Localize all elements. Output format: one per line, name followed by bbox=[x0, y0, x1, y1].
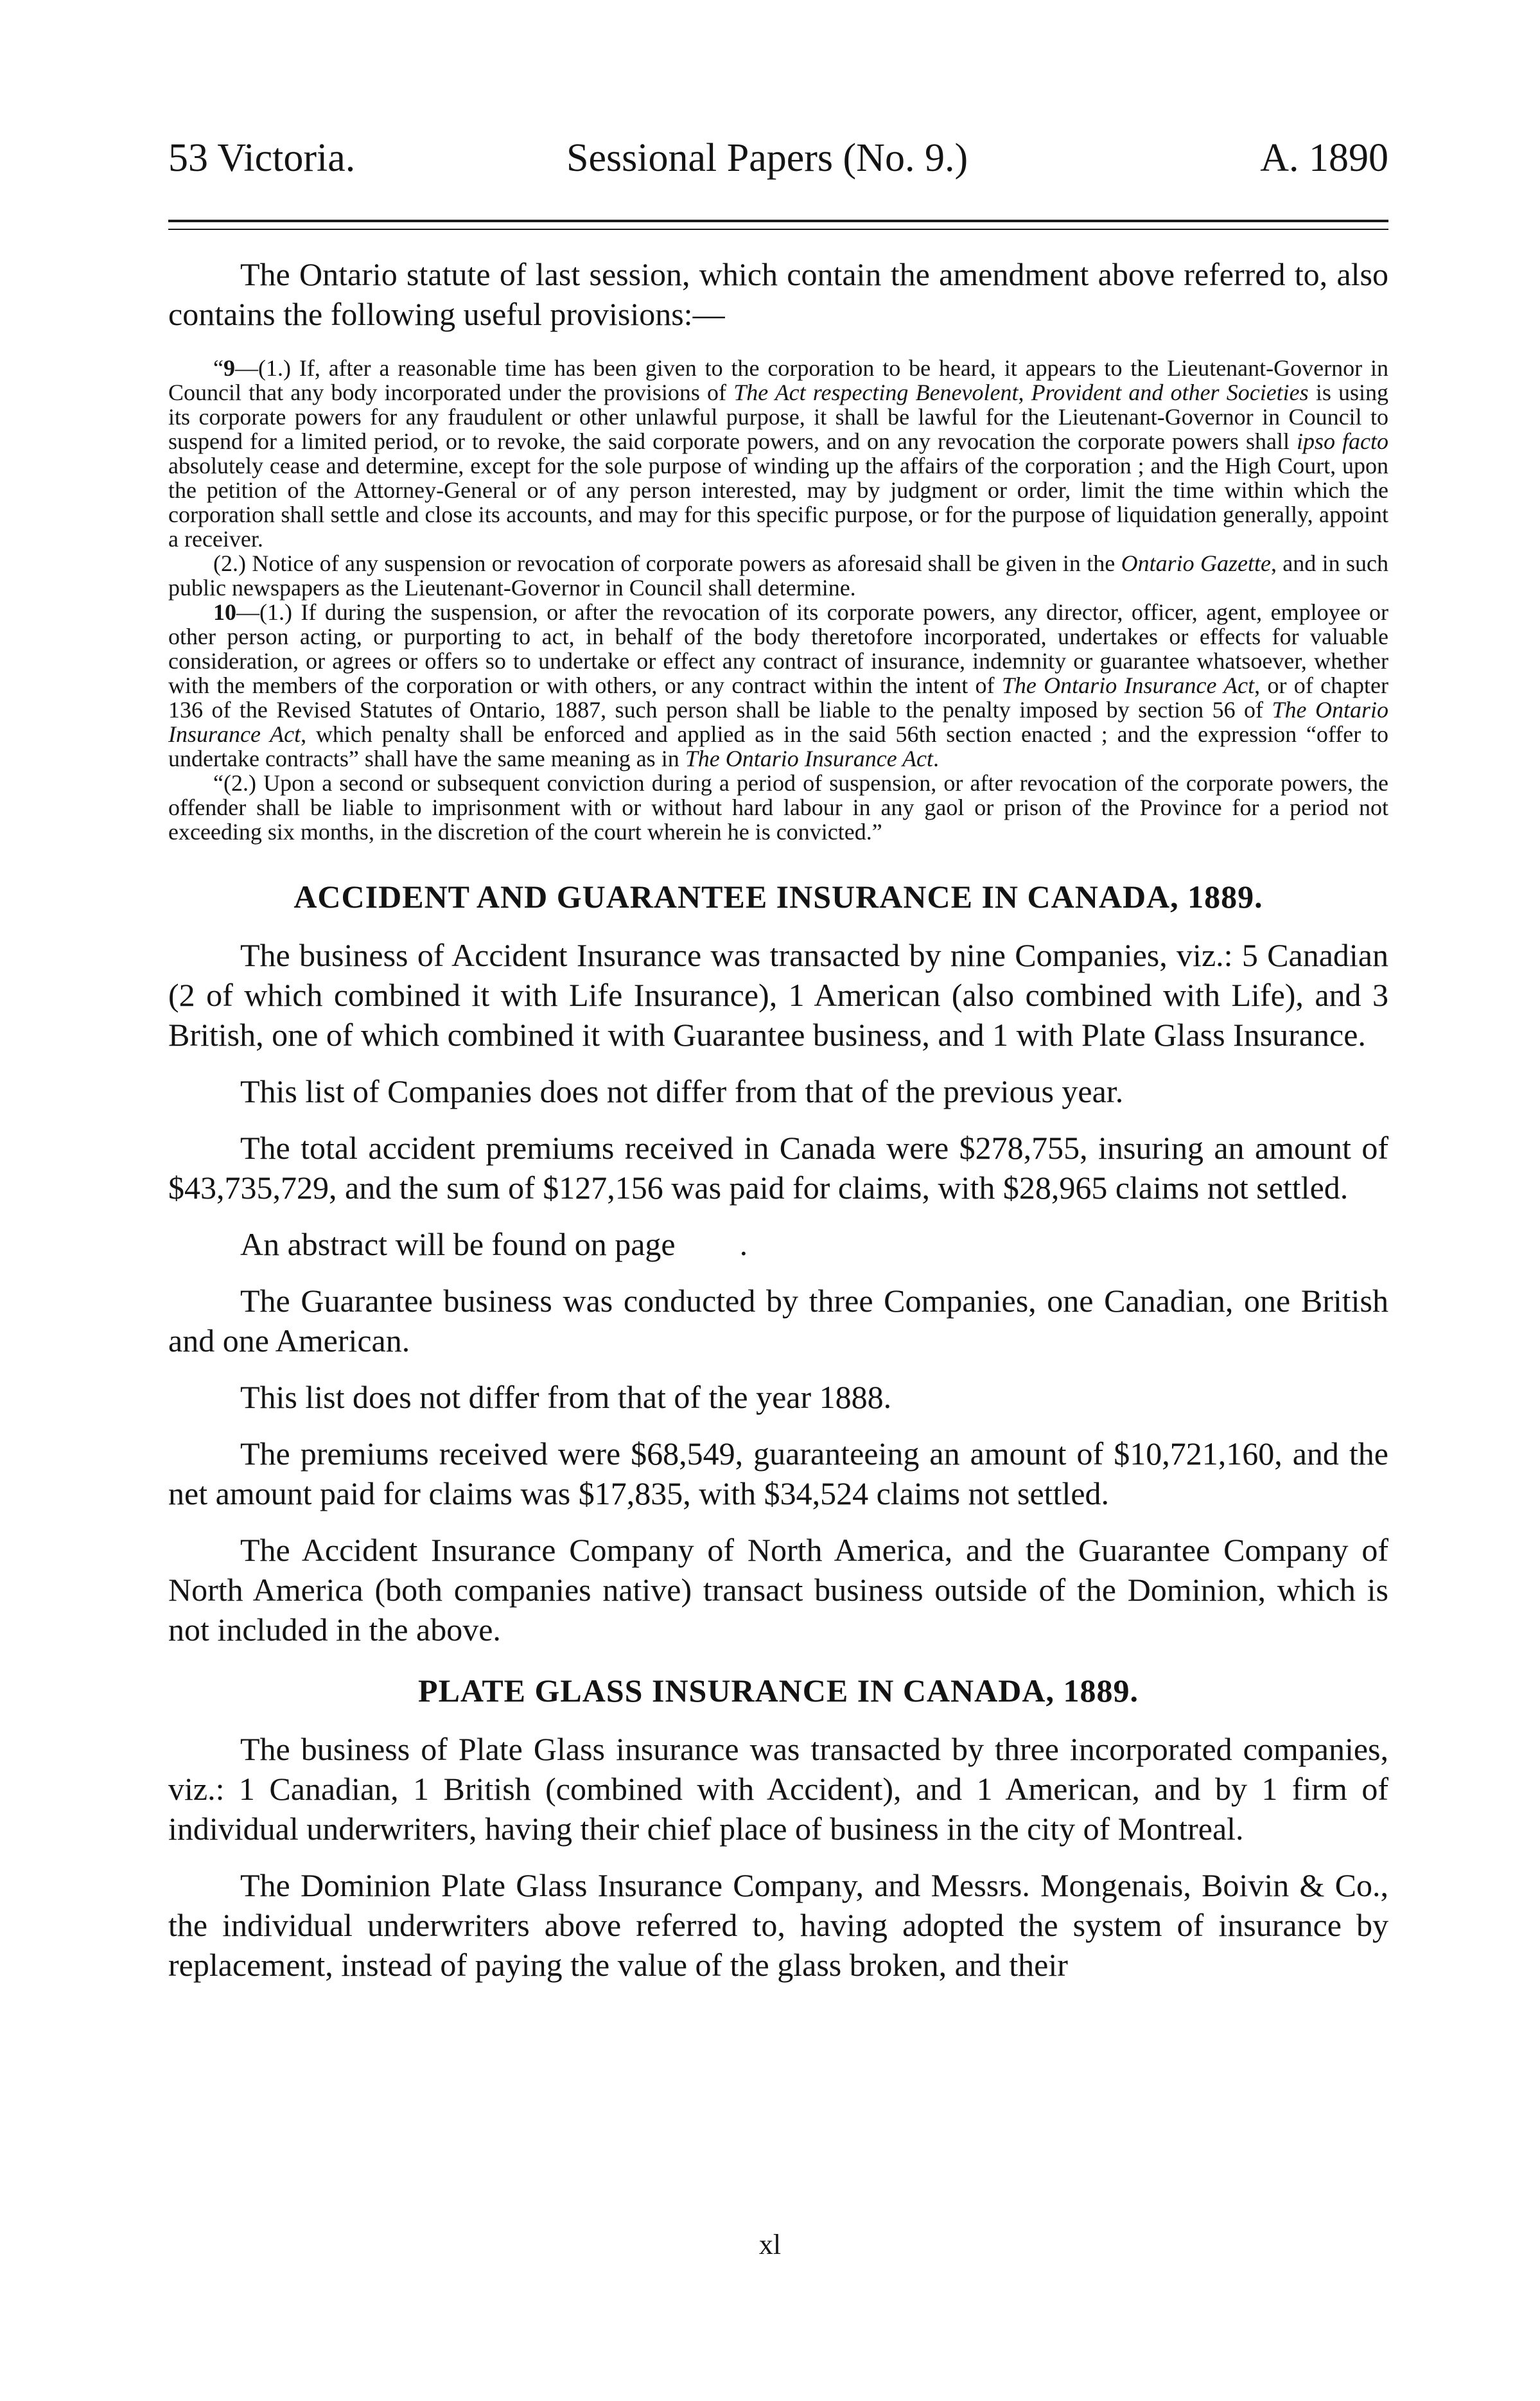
act-title: The Ontario Insurance Act bbox=[1001, 673, 1255, 698]
page-body bbox=[168, 254, 1388, 2001]
paragraph: This list of Companies does not differ from that of the previous year. bbox=[240, 1073, 1124, 1109]
paragraph: The premiums received were $68,549, guaranteeing an amount of $10,721,160, and the net amount paid for claims was $17,835, with $34,524 claims not settled. bbox=[168, 1436, 1388, 1511]
section-heading-accident-guarantee: ACCIDENT AND GUARANTEE INSURANCE IN CANADA, 1889. bbox=[293, 879, 1263, 915]
act-title: The Ontario Insurance Act bbox=[168, 697, 1388, 747]
paragraph: The Accident Insurance Company of North America, and the Guarantee Company of North America (both companies native) transact business outside of the Dominion, which is not included in the above. bbox=[168, 1532, 1388, 1648]
header-rule-thin bbox=[168, 229, 1388, 230]
act-title: The Ontario Insurance Act bbox=[685, 746, 933, 771]
paragraph: An abstract will be found on page . bbox=[240, 1226, 748, 1262]
section-heading-plate-glass: PLATE GLASS INSURANCE IN CANADA, 1889. bbox=[418, 1673, 1139, 1709]
latin-phrase: ipso facto bbox=[1296, 428, 1389, 454]
paragraph: The business of Accident Insurance was transacted by nine Companies, viz.: 5 Canadian (2 of which combined it with Life Insurance), 1 American (also combined with Life), and 3 British, one of which combined it with Guarantee business, and 1 with Plate Glass Insurance. bbox=[168, 937, 1388, 1053]
paragraph: The Guarantee business was conducted by three Companies, one Canadian, one British and one American. bbox=[168, 1283, 1388, 1359]
paragraph: The business of Plate Glass insurance was transacted by three incorporated companies, viz.: 1 Canadian, 1 British (combined with Accident), and 1 American, and by 1 firm of individual underwriters, having their chief place of business in the city of Montreal. bbox=[168, 1731, 1388, 1847]
statute-quotation bbox=[168, 356, 1388, 844]
paragraph: The Dominion Plate Glass Insurance Company, and Messrs. Mongenais, Boivin & Co., the individual underwriters above referred to, having adopted the system of insurance by replacement, instead of paying the value of the glass broken, and their bbox=[168, 1867, 1388, 1983]
act-title: The Act respecting Benevolent, Provident and other Societies bbox=[733, 380, 1309, 405]
header-session: 53 Victoria. bbox=[168, 136, 356, 180]
statute-section-10-2: “(2.) Upon a second or subsequent conviction during a period of suspension, or after revocation of the corporate powers, the offender shall be liable to imprisonment with or without hard labour in any gaol or prison of the Province for a period not exceeding six months, in the discretion of the court wherein he is convicted.” bbox=[168, 770, 1388, 845]
header-year: A. 1890 bbox=[1260, 136, 1388, 180]
section-number: 9 bbox=[223, 355, 235, 381]
intro-paragraph: The Ontario statute of last session, which contain the amendment above referred to, also contains the following useful provisions:— bbox=[168, 256, 1388, 332]
header-title: Sessional Papers (No. 9.) bbox=[566, 136, 968, 180]
header-rule-thick bbox=[168, 220, 1388, 222]
running-header bbox=[168, 132, 1388, 184]
gazette-title: Ontario Gazette bbox=[1121, 550, 1271, 576]
statute-section-9-1: “9—(1.) If, after a reasonable time has been given to the corporation to be heard, it appears to the Lieutenant-Governor in Council that any body incorporated under the provisions of The Act respecting Benevolent, Provident and other Societies is using its corporate powers for any fraudulent or other unlawful purpose, it shall be lawful for the Lieutenant-Governor in Council to suspend for a limited period, or to revoke, the said corporate powers, and on any revocation the corporate powers shall ipso facto absolutely cease and determine, except for the sole purpose of winding up the affairs of the corporation ; and the High Court, upon the petition of the Attorney-General or of any person interested, may by judgment or order, limit the time within which the corporation shall settle and close its accounts, and may for this specific purpose, or for the purpose of liquidation generally, appoint a receiver. bbox=[168, 355, 1389, 552]
statute-section-9-2: (2.) Notice of any suspension or revocation of corporate powers as aforesaid shall be given in the Ontario Gazette, and in such public newspapers as the Lieutenant-Governor in Council shall determine. bbox=[168, 550, 1388, 601]
paragraph: This list does not differ from that of the year 1888. bbox=[240, 1379, 892, 1415]
page-number: xl bbox=[758, 2229, 782, 2260]
paragraph: The total accident premiums received in Canada were $278,755, insuring an amount of $43,735,729, and the sum of $127,156 was paid for claims, with $28,965 claims not settled. bbox=[168, 1130, 1388, 1206]
statute-section-10-1: 10—(1.) If during the suspension, or after the revocation of its corporate powers, any director, officer, agent, employee or other person acting, or purporting to act, in behalf of the body theretofore incorporated, undertakes or effects for valuable consideration, or agrees or offers so to undertake or effect any contract of insurance, indemnity or guarantee whatsoever, whether with the members of the corporation or with others, or any contract within the intent of The Ontario Insurance Act, or of chapter 136 of the Revised Statutes of Ontario, 1887, such person shall be liable to the penalty imposed by section 56 of The Ontario Insurance Act, which penalty shall be enforced and applied as in the said 56th section enacted ; and the expression “offer to undertake contracts” shall have the same meaning as in The Ontario Insurance Act. bbox=[168, 599, 1389, 771]
section-number: 10 bbox=[213, 599, 236, 625]
